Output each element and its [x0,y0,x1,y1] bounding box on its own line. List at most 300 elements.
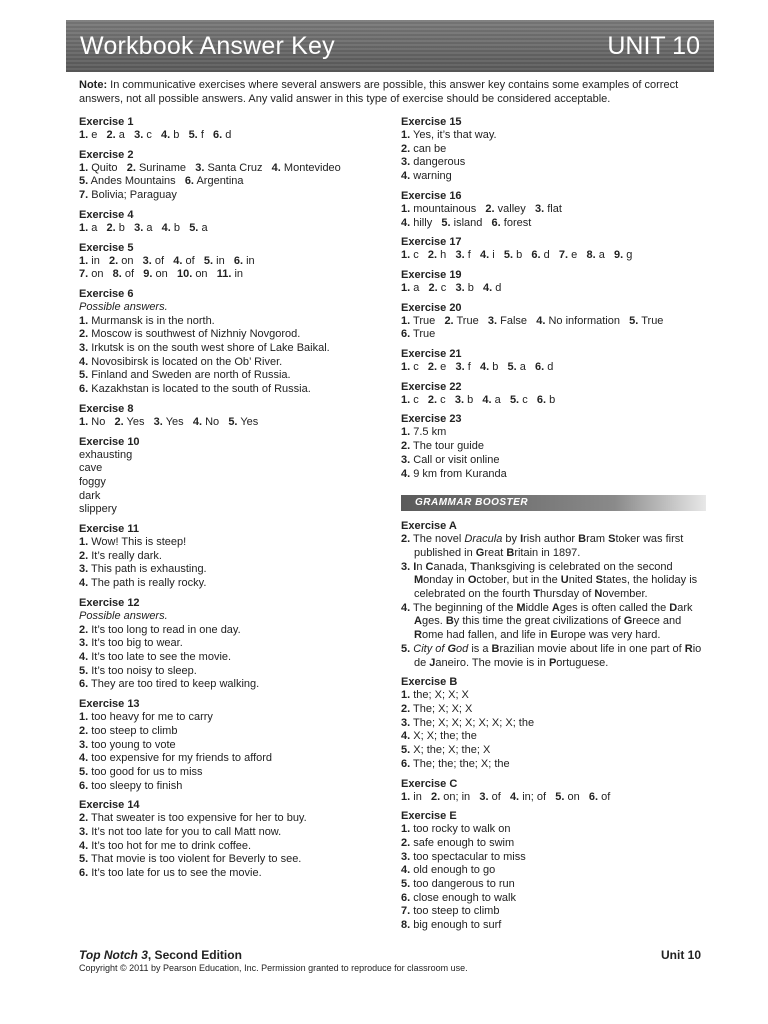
answer-item [508,361,526,373]
exercise [79,522,389,591]
answer-number: 3. [479,790,489,803]
answer-item [79,476,106,488]
answer-text: b [492,361,499,374]
answer-line [401,328,706,342]
answer-item [79,416,105,428]
answer-text: too spectacular to miss [413,850,526,863]
exercise [79,241,389,282]
answer-item [485,203,525,215]
answer-number: 5. [401,878,411,891]
answer-text: It’s too hot for me to drink coffee. [91,839,252,852]
answer-item [204,255,225,267]
answer-text: dark [79,489,101,502]
exercise-title: Exercise 8 [79,402,134,415]
answer-line [401,851,706,865]
answer-number: 5. [79,765,89,778]
answer-item [234,255,255,267]
answer-text: mountainous [413,202,477,215]
answer-line [79,416,389,430]
answer-text: Quito [91,161,118,174]
answer-number: 2. [79,724,89,737]
answer-text: c [440,393,446,406]
answer-text: of [185,254,195,267]
answer-text: of [491,790,501,803]
answer-item [480,249,495,261]
answer-line [401,282,706,296]
exercise-title: Exercise 23 [401,413,462,426]
answer-number: 2. [427,249,438,262]
answer-number: 1. [79,711,89,724]
answer-text: It’s too late for us to see the movie. [91,867,262,880]
answer-line [79,780,389,794]
answer-text: Irkutsk is on the south west shore of Lake Baikal. [91,342,330,355]
answer-item [401,361,419,373]
exercise-title: Exercise 10 [79,435,140,448]
answer-number: 5. [629,314,639,327]
answer-number: 3. [79,563,89,576]
answer-item [536,315,620,327]
right-exercises [401,115,706,481]
answer-item [401,156,465,168]
answer-number: 5. [79,369,89,382]
answer-number: 11. [216,268,232,281]
exercise-title: Exercise 12 [79,596,140,609]
answer-item [510,791,546,803]
answer-text: Novosibirsk is located on the Ob’ River. [91,355,283,368]
answer-item [401,129,497,141]
exercise [79,697,389,793]
answer-text: too expensive for my friends to afford [91,752,273,765]
answer-number: 2. [106,221,116,234]
answer-line [401,837,706,851]
answer-number: 2. [430,790,441,803]
exercise-title: Exercise 6 [79,287,134,300]
exercise-title: Exercise 11 [79,523,139,536]
answer-number: 4. [479,249,490,262]
answer-item [143,268,168,280]
answer-text: It’s really dark. [91,549,162,562]
answer-text: b [118,221,125,234]
answer-number: 7. [79,268,89,281]
answer-line [401,689,706,703]
answer-item [455,282,473,294]
answer-item [79,563,207,575]
answer-text: a [146,221,153,234]
answer-text: a [598,249,605,262]
header-banner [66,20,714,72]
answer-item [79,268,104,280]
answer-item [228,416,258,428]
answer-item [589,791,610,803]
exercise-title: Exercise A [401,520,457,533]
answer-text: No [91,415,106,428]
exercise-title: Exercise 14 [79,799,140,812]
exercise [401,347,706,375]
answer-line [79,255,389,269]
answer-text: Montevideo [283,161,341,174]
answer-number: 1. [79,161,89,174]
answer-text: the; X; X; X [413,689,469,702]
answer-line [401,170,706,184]
answer-text: on [195,268,208,281]
answer-line [79,268,389,282]
answer-item [401,328,435,340]
answer-item [79,577,206,589]
answer-item [401,791,422,803]
answer-text: in [413,790,422,803]
exercise [401,675,706,771]
answer-text: e [571,249,578,262]
answer-item [482,394,500,406]
answer-item [79,328,300,340]
answer-text: too rocky to walk on [413,823,511,836]
answer-number: 6. [79,678,89,691]
answer-line [401,533,706,560]
answer-item [401,394,419,406]
answer-item [401,315,435,327]
answer-line [79,462,389,476]
answer-number: 8. [401,919,411,932]
answer-text: Yes [165,415,184,428]
answer-line [401,249,706,263]
answer-text: True [456,314,479,327]
answer-text: slippery [79,503,117,516]
answer-number: 2. [428,281,438,294]
answer-line [401,864,706,878]
answer-item [455,249,470,261]
answer-number: 2. [79,812,89,825]
exercise [79,798,389,881]
answer-text: a [413,281,420,294]
answer-text: b [467,393,474,406]
answer-line [79,711,389,725]
answer-text: in; of [522,790,547,803]
answer-text: f [467,361,471,374]
answer-item [79,503,117,515]
answer-item [479,791,500,803]
answer-text: b [173,221,181,234]
answer-text: c [146,129,152,141]
answer-item [127,162,186,174]
note [79,79,701,106]
grammar-booster-exercises [401,675,706,933]
answer-text: a [91,221,98,234]
answer-text: too good for us to miss [91,765,203,778]
answer-text: X; X; the; the [413,730,477,743]
answer-item [431,791,470,803]
answer-text: in [216,254,225,267]
answer-item [79,766,203,778]
answer-text: in [91,254,100,267]
answer-text: This path is exhausting. [91,563,207,576]
answer-number: 4. [192,415,203,428]
answer-number: 1. [401,426,411,439]
answer-line [79,665,389,679]
answer-number: 4. [79,650,89,663]
answer-number: 4. [401,730,411,743]
answer-number: 4. [161,129,171,141]
right-column [401,115,706,938]
answer-item [401,823,510,835]
answer-number: 1. [401,314,411,327]
answer-text: Yes, it’s that way. [413,129,497,141]
answer-item [444,315,478,327]
answer-line [79,840,389,854]
answer-line [401,791,706,805]
answer-number: 1. [79,314,89,327]
answer-text: too dangerous to run [413,878,515,891]
answer-text: c [413,249,419,262]
answer-number: 3. [79,637,89,650]
answer-text: Call or visit online [413,453,500,466]
answer-item [79,637,183,649]
answer-text: The beginning of the Middle Ages is often called the Dark Ages. By this time the great civilizations of Greece and Rome had fallen, and life in Europe was very hard. [413,601,693,642]
exercise-title: Exercise 20 [401,301,462,314]
answer-number: 3. [401,716,411,729]
answer-item [213,129,231,141]
answer-number: 1. [401,361,411,374]
answer-item [535,203,562,215]
answer-text: i [492,249,495,262]
answer-text: In Canada, Thanksgiving is celebrated on the second Monday in October, but in the United States, the holiday is celebrated on the fourth Thursday of November. [413,560,698,601]
exercise [79,402,389,430]
answer-number: 3. [134,221,144,234]
answer-item [79,129,97,141]
answer-item [401,426,446,438]
answer-line [401,129,706,143]
answer-text: Murmansk is in the north. [91,314,215,327]
answer-number: 2. [401,533,411,546]
answer-text: True [413,314,436,327]
answer-number: 9. [614,249,624,262]
answer-text: Andes Mountains [90,175,176,188]
answer-item [614,249,632,261]
exercise [401,809,706,933]
answer-text: Argentina [196,175,244,188]
answer-text: h [440,249,447,262]
answer-text: The tour guide [413,440,484,453]
answer-item [134,129,152,141]
answer-line [401,730,706,744]
answer-number: 4. [401,216,411,229]
answer-line [401,892,706,906]
answer-item [79,189,177,201]
answer-item [401,468,507,480]
answer-item [79,315,215,327]
answer-number: 3. [79,738,89,751]
answer-item [79,665,197,677]
answer-item [401,717,534,729]
answer-number: 1. [79,415,89,428]
answer-item [488,315,527,327]
answer-number: 6. [535,361,545,374]
answer-number: 4. [509,790,520,803]
answer-item [79,867,262,879]
answer-item [79,490,100,502]
answer-text: foggy [79,475,106,488]
note-text: In communicative exercises where several answers are possible, this answer key contains some examples of correct answers, not all possible answers. Any valid answer in this type of exercise should be considered acceptable. [79,79,679,105]
answer-text: The novel Dracula by Irish author Bram Stoker was first published in Great Britain in 1897. [413,533,684,559]
answer-item [134,222,152,234]
answer-text: c [413,393,419,406]
answer-number: 2. [401,836,411,849]
answer-text: close enough to walk [413,891,516,904]
answer-text: No [205,415,220,428]
answer-item [161,129,179,141]
answer-item [504,249,522,261]
answer-item [510,394,528,406]
answer-number: 4. [536,314,546,327]
answer-item [217,268,243,280]
answer-item [401,758,510,770]
answer-line [401,143,706,157]
answer-text: e [91,129,98,141]
answer-text: dangerous [413,156,466,169]
answer-number: 1. [401,823,411,836]
answer-text: on [567,790,580,803]
answer-number: 4. [483,281,493,294]
answer-text: in [234,268,244,281]
answer-text: Yes [126,415,145,428]
exercise-subtitle: Possible answers. [79,609,168,622]
answer-text: Kazakhstan is located to the south of Russia. [91,383,311,396]
answer-line [401,454,706,468]
answer-item [79,536,186,548]
answer-item [401,837,514,849]
answer-line [79,637,389,651]
answer-line [79,476,389,490]
answer-text: 7.5 km [413,426,447,439]
answer-text: False [500,314,528,327]
answer-text: safe enough to swim [413,836,515,849]
answer-text: island [453,216,483,229]
answer-number: 2. [79,623,89,636]
answer-number: 5. [555,790,565,803]
answer-text: No information [548,314,620,327]
answer-text: e [440,361,447,374]
answer-item [79,255,100,267]
exercise-title: Exercise C [401,777,458,790]
answer-item [107,129,125,141]
answer-item [629,315,663,327]
answer-text: in [246,254,255,267]
answer-item [401,282,419,294]
answer-number: 3. [153,415,163,428]
answer-text: of [154,254,165,267]
answer-item [79,853,301,865]
answer-number: 7. [79,189,89,202]
answer-item [586,249,604,261]
answer-item [107,222,125,234]
answer-text: big enough to surf [413,919,502,932]
answer-number: 3. [454,393,465,406]
answer-text: True [641,314,664,327]
answer-text: c [522,393,528,406]
answer-number: 9. [143,268,153,281]
answer-text: exhausting [79,448,133,461]
answer-line [401,878,706,892]
answer-text: It’s too long to read in one day. [91,623,241,636]
answer-line [79,503,389,517]
page-title: Workbook Answer Key [80,32,335,60]
answer-number: 2. [401,440,411,453]
answer-text: too steep to climb [413,905,500,918]
answer-text: Finland and Sweden are north of Russia. [91,369,291,382]
answer-item [114,416,144,428]
answer-item [535,361,553,373]
answer-item [79,550,162,562]
answer-text: It’s too late to see the movie. [91,650,232,663]
answer-line [79,162,389,176]
answer-item [143,255,164,267]
answer-number: 6. [233,254,244,267]
answer-text: old enough to go [413,864,496,877]
answer-text: b [549,393,556,406]
answer-item [455,361,470,373]
answer-item [537,394,555,406]
answer-line [79,739,389,753]
answer-number: 2. [126,161,136,174]
answer-item [441,217,482,229]
answer-number: 5. [441,216,451,229]
answer-item [79,711,213,723]
answer-number: 3. [401,850,411,863]
answer-number: 3. [455,361,465,374]
exercise-title: Exercise 1 [79,116,134,128]
answer-number: 1. [401,393,411,406]
answer-item [162,222,180,234]
answer-number: 6. [79,383,89,396]
answer-number: 3. [195,161,205,174]
copyright: Copyright © 2011 by Pearson Education, Inc. Permission granted to reproduce for classroom use. [79,963,468,973]
answer-number: 3. [534,202,545,215]
answer-item [79,342,330,354]
answer-item [401,744,490,756]
answer-number: 4. [401,601,411,614]
answer-text: Yes [240,415,259,428]
answer-line [79,550,389,564]
answer-line [401,426,706,440]
answer-number: 6. [184,175,194,188]
answer-number: 4. [479,361,490,374]
answer-item [79,356,282,368]
answer-number: 6. [491,216,501,229]
answer-number: 5. [79,664,89,677]
answer-number: 3. [142,254,152,267]
answer-line [79,342,389,356]
answer-item [79,678,259,690]
answer-item [401,892,516,904]
answer-item [173,255,194,267]
answer-item [401,217,432,229]
note-label: Note: [79,79,108,91]
answer-text: f [467,249,471,262]
answer-number: 5. [79,175,89,188]
answer-number: 3. [79,342,89,355]
answer-text: Santa Cruz [207,161,263,174]
answer-number: 3. [134,129,144,141]
answer-text: too steep to climb [91,724,178,737]
answer-number: 8. [586,249,596,262]
answer-line [79,826,389,840]
answer-line [79,222,389,236]
answer-item [401,249,419,261]
answer-line [401,561,706,602]
exercise-title: Exercise B [401,676,458,689]
answer-number: 6. [79,867,89,880]
answer-line [79,563,389,577]
answer-line [79,490,389,504]
